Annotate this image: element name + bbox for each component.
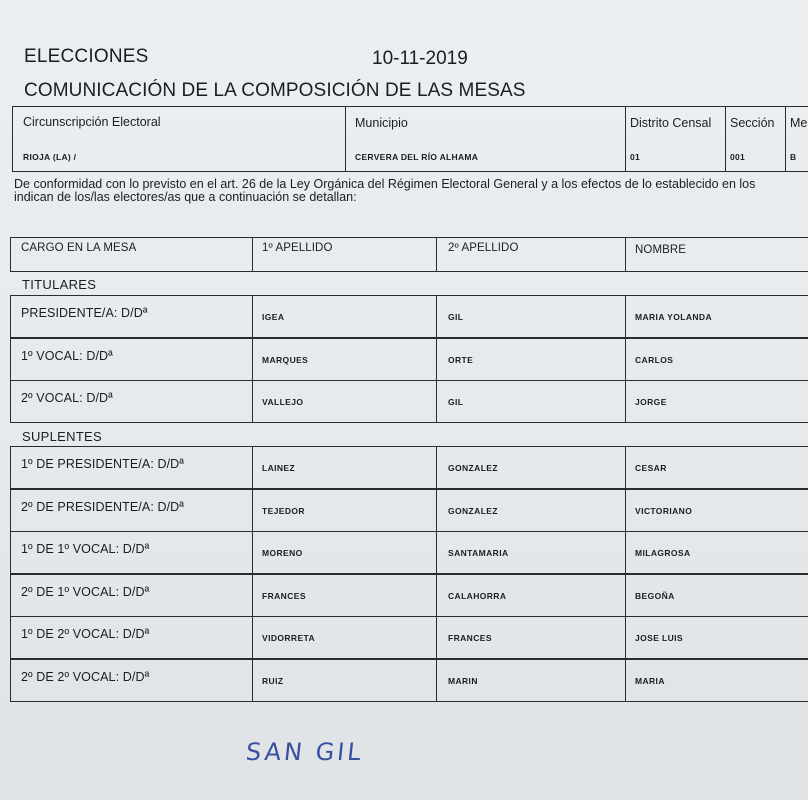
section-suplentes: SUPLENTES bbox=[22, 429, 103, 444]
cell-apellido2: GIL bbox=[448, 397, 464, 407]
cell-nombre: MARIA bbox=[635, 675, 665, 686]
col-divider-2 bbox=[436, 660, 437, 701]
label-municipio: Municipio bbox=[355, 116, 408, 130]
col-divider-2 bbox=[436, 296, 437, 337]
col-divider-2 bbox=[436, 381, 437, 422]
cell-apellido2: GONZALEZ bbox=[448, 463, 498, 473]
form-subtitle: COMUNICACIÓN DE LA COMPOSICIÓN DE LAS MESAS bbox=[24, 80, 526, 101]
col-divider-1 bbox=[252, 575, 253, 616]
divider-distrito bbox=[625, 107, 626, 171]
cell-nombre: MILAGROSA bbox=[635, 548, 691, 558]
cell-apellido2: GIL bbox=[448, 312, 464, 322]
label-seccion: Sección bbox=[730, 116, 775, 130]
cell-apellido2: CALAHORRA bbox=[448, 590, 507, 601]
cell-cargo: 2º DE 1º VOCAL: D/Dª bbox=[21, 584, 150, 599]
table-row bbox=[10, 489, 808, 532]
cell-apellido1: VIDORRETA bbox=[262, 633, 316, 643]
header-apellido2: 2º APELLIDO bbox=[448, 242, 519, 254]
cell-nombre: VICTORIANO bbox=[635, 505, 693, 516]
cell-apellido2: GONZALEZ bbox=[448, 505, 498, 516]
col-divider-1 bbox=[252, 339, 253, 380]
col-divider-1 bbox=[252, 532, 253, 573]
table-row bbox=[10, 380, 808, 423]
cell-nombre: BEGOÑA bbox=[635, 590, 675, 601]
value-seccion: 001 bbox=[730, 152, 746, 162]
form-title: ELECCIONES bbox=[24, 46, 149, 67]
table-header-row bbox=[10, 237, 808, 272]
location-box bbox=[12, 106, 808, 172]
cell-nombre: MARIA YOLANDA bbox=[635, 312, 712, 322]
cell-nombre: CARLOS bbox=[635, 354, 674, 365]
section-titulares: TITULARES bbox=[22, 277, 97, 292]
value-circunscripcion: RIOJA (LA) / bbox=[23, 152, 77, 162]
col-divider-3 bbox=[625, 532, 626, 573]
col-divider-3 bbox=[625, 381, 626, 422]
cell-nombre: CESAR bbox=[635, 463, 667, 473]
cell-apellido2: SANTAMARIA bbox=[448, 548, 509, 558]
cell-apellido2: MARIN bbox=[448, 675, 478, 686]
table-row bbox=[10, 338, 808, 381]
cell-apellido1: VALLEJO bbox=[262, 397, 304, 407]
col-divider-2 bbox=[436, 575, 437, 616]
cell-cargo: PRESIDENTE/A: D/Dª bbox=[21, 306, 148, 320]
cell-cargo: 1º DE 1º VOCAL: D/Dª bbox=[21, 542, 150, 556]
cell-cargo: 1º DE PRESIDENTE/A: D/Dª bbox=[21, 457, 185, 471]
handwritten-note: SAN GIL bbox=[244, 738, 366, 766]
col-divider-1 bbox=[252, 238, 253, 271]
table-row bbox=[10, 574, 808, 617]
table-row bbox=[10, 659, 808, 702]
cell-apellido1: TEJEDOR bbox=[262, 505, 305, 516]
cell-cargo: 1º VOCAL: D/Dª bbox=[21, 348, 113, 363]
cell-apellido1: IGEA bbox=[262, 312, 285, 322]
table-row bbox=[10, 446, 808, 489]
col-divider-1 bbox=[252, 660, 253, 701]
cell-apellido1: MARQUES bbox=[262, 354, 309, 365]
table-row bbox=[10, 616, 808, 659]
divider-seccion bbox=[725, 107, 726, 171]
header-nombre: NOMBRE bbox=[635, 244, 687, 256]
cell-apellido1: LAINEZ bbox=[262, 463, 296, 473]
divider-municipio bbox=[345, 107, 346, 171]
cell-cargo: 2º VOCAL: D/Dª bbox=[21, 391, 113, 405]
election-date: 10-11-2019 bbox=[372, 48, 468, 69]
col-divider-3 bbox=[625, 660, 626, 701]
col-divider-3 bbox=[625, 296, 626, 337]
cell-apellido2: ORTE bbox=[448, 354, 474, 365]
col-divider-1 bbox=[252, 381, 253, 422]
cell-nombre: JORGE bbox=[635, 397, 667, 407]
col-divider-2 bbox=[436, 532, 437, 573]
cell-apellido1: RUIZ bbox=[262, 675, 284, 686]
col-divider-2 bbox=[436, 447, 437, 488]
col-divider-2 bbox=[436, 339, 437, 380]
label-circunscripcion: Circunscripción Electoral bbox=[23, 115, 161, 129]
legal-paragraph-line1: De conformidad con lo previsto en el art. 26 de la Ley Orgánica del Régimen Electoral General y a los efectos de lo establecido en los bbox=[14, 177, 756, 191]
label-distrito: Distrito Censal bbox=[630, 116, 712, 130]
cell-apellido1: FRANCES bbox=[262, 590, 306, 601]
cell-nombre: JOSE LUIS bbox=[635, 633, 684, 643]
col-divider-1 bbox=[252, 617, 253, 658]
col-divider-3 bbox=[625, 617, 626, 658]
cell-cargo: 2º DE PRESIDENTE/A: D/Dª bbox=[21, 499, 185, 514]
col-divider-1 bbox=[252, 490, 253, 531]
col-divider-1 bbox=[252, 296, 253, 337]
col-divider-3 bbox=[625, 490, 626, 531]
col-divider-2 bbox=[436, 490, 437, 531]
cell-cargo: 2º DE 2º VOCAL: D/Dª bbox=[21, 669, 150, 684]
col-divider-2 bbox=[436, 617, 437, 658]
cell-apellido1: MORENO bbox=[262, 548, 303, 558]
value-municipio: CERVERA DEL RÍO ALHAMA bbox=[355, 152, 479, 162]
col-divider-3 bbox=[625, 238, 626, 271]
cell-cargo: 1º DE 2º VOCAL: D/Dª bbox=[21, 627, 150, 641]
col-divider-2 bbox=[436, 238, 437, 271]
col-divider-3 bbox=[625, 575, 626, 616]
table-row bbox=[10, 295, 808, 338]
header-cargo: CARGO EN LA MESA bbox=[21, 242, 137, 254]
value-mesa: B bbox=[790, 152, 797, 162]
legal-paragraph-line2: indican de los/las electores/as que a continuación se detallan: bbox=[14, 190, 357, 204]
col-divider-3 bbox=[625, 339, 626, 380]
value-distrito: 01 bbox=[630, 152, 641, 162]
cell-apellido2: FRANCES bbox=[448, 633, 492, 643]
label-mesa: Me bbox=[790, 116, 808, 130]
table-row bbox=[10, 531, 808, 574]
legal-paragraph bbox=[14, 178, 808, 204]
col-divider-3 bbox=[625, 447, 626, 488]
col-divider-1 bbox=[252, 447, 253, 488]
header-apellido1: 1º APELLIDO bbox=[262, 242, 333, 254]
divider-mesa bbox=[785, 107, 786, 171]
